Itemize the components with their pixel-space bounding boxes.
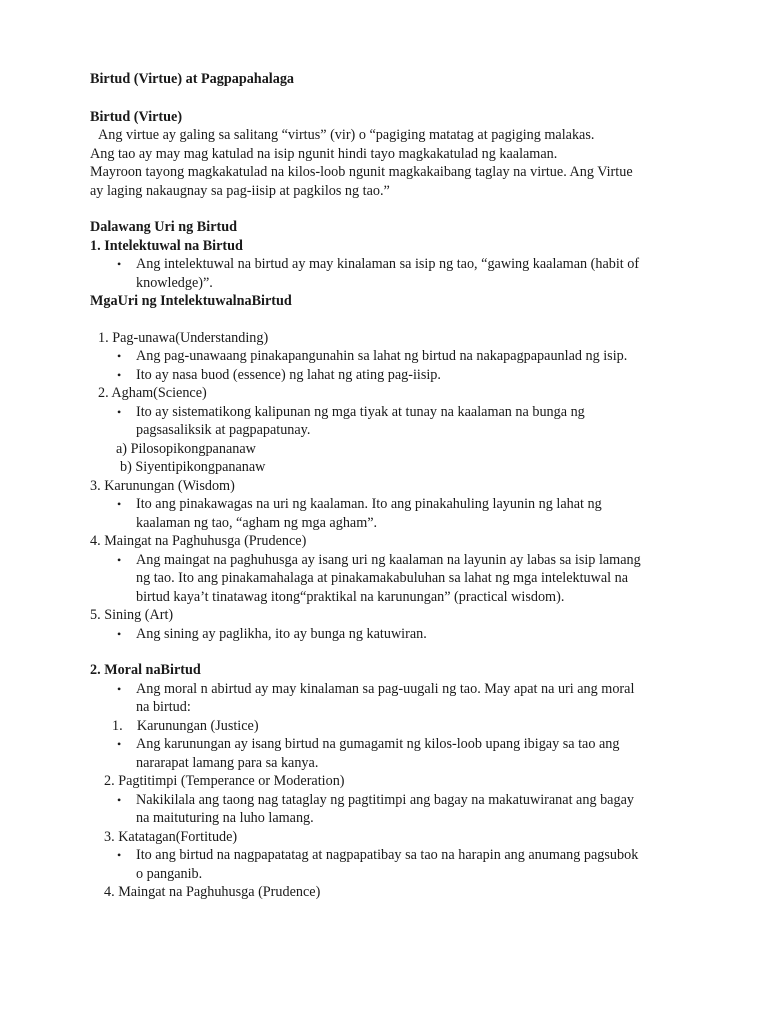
wisdom-bullets — [90, 495, 680, 532]
temperance-bullets — [90, 791, 680, 828]
list-item — [90, 403, 680, 440]
moral-fortitude-label: 3. Katatagan(Fortitude) — [104, 828, 238, 845]
virtue-line-1: Ang virtue ay galing sa salitang “virtus” (vir) o “pagiging matatag at pagiging malakas. — [98, 127, 595, 143]
bullet-icon: • — [117, 737, 122, 751]
bullet-icon: • — [117, 257, 122, 271]
art-bullets — [90, 625, 680, 644]
bullet-icon: • — [117, 626, 122, 641]
virtue-line-3: Mayroon tayong magkakatulad na kilos-loob ngunit magkakaibang taglay na virtue. Ang Virtue — [90, 164, 633, 180]
list-item — [90, 846, 680, 883]
bullet-icon: • — [117, 792, 122, 807]
virtue-line-2: Ang tao ay may mag katulad na isip ngunit hindi tayo magkakatulad ng kaalaman. — [90, 145, 558, 162]
document-page — [90, 70, 680, 902]
bullet-text-line: Ang pag-unawaang pinakapangunahin sa lahat ng birtud na nakapagpapaunlad ng isip. — [136, 348, 628, 364]
bullet-text-line: knowledge)”. — [136, 274, 213, 291]
item-science-label: 2. Agham(Science) — [98, 385, 207, 401]
list-item — [90, 791, 680, 828]
bullet-text-line: ng tao. Ito ang pinakamahalaga at pinakamakabuluhan sa lahat ng mga intelektuwal na — [136, 570, 629, 586]
bullet-text-line: Ang sining ay paglikha, ito ay bunga ng katuwiran. — [136, 625, 427, 642]
item-art-label: 5. Sining (Art) — [90, 607, 174, 623]
science-sub-a: a) Pilosopikongpananaw — [116, 440, 256, 457]
list-item — [90, 551, 680, 607]
item-understanding-label: 1. Pag-unawa(Understanding) — [98, 329, 269, 346]
list-item — [90, 680, 680, 717]
list-item — [90, 625, 680, 644]
understanding-bullets — [90, 347, 680, 384]
science-sub-b: b) Siyentipikongpananaw — [120, 459, 266, 475]
bullet-text-line: Ito ay sistematikong kalipunan ng mga tiyak at tunay na kaalaman na bunga ng — [136, 403, 585, 420]
two-types-heading: Dalawang Uri ng Birtud — [90, 219, 238, 235]
intellectual-bullet-list — [90, 255, 680, 292]
bullet-text-line: o panganib. — [136, 865, 203, 882]
moral-justice-label: 1. Karunungan (Justice) — [112, 717, 259, 734]
bullet-text-line: Ito ang birtud na nagpapatatag at nagpapatibay sa tao na harapin ang anumang pagsubok — [136, 847, 639, 863]
bullet-text-line: Nakikilala ang taong nag tataglay ng pagtitimpi ang bagay na makatuwiranat ang bagay — [136, 791, 634, 808]
list-item — [90, 735, 680, 772]
moral-prudence-label: 4. Maingat na Paghuhusga (Prudence) — [104, 884, 321, 900]
bullet-icon: • — [117, 681, 122, 696]
document-title: Birtud (Virtue) at Pagpapahalaga — [90, 71, 295, 87]
list-item — [90, 347, 680, 366]
bullet-icon: • — [117, 404, 122, 419]
item-wisdom-label: 3. Karunungan (Wisdom) — [90, 477, 235, 494]
bullet-text-line: Ito ang pinakawagas na uri ng kaalaman. Ito ang pinakahuling layunin ng lahat ng — [136, 496, 602, 512]
bullet-text-line: pagsasaliksik at pagpapatunay. — [136, 422, 311, 438]
item-prudence-label: 4. Maingat na Paghuhusga (Prudence) — [90, 533, 307, 549]
bullet-text-line: Ang karunungan ay isang birtud na gumagamit ng kilos-loob upang ibigay sa tao ang — [136, 736, 620, 752]
justice-bullets — [90, 735, 680, 772]
bullet-icon: • — [117, 848, 122, 862]
bullet-text-line: kaalaman ng tao, “agham ng mga agham”. — [136, 514, 378, 531]
bullet-icon: • — [117, 349, 122, 363]
bullet-text-line: Ang intelektuwal na birtud ay may kinalaman sa isip ng tao, “gawing kaalaman (habit of — [136, 256, 640, 272]
bullet-icon: • — [117, 497, 122, 511]
list-item — [90, 366, 680, 385]
list-item — [90, 495, 680, 532]
virtue-line-4: ay laging nakaugnay sa pag-iisip at pagkilos ng tao.” — [90, 182, 390, 199]
prudence-bullets — [90, 551, 680, 607]
fortitude-bullets — [90, 846, 680, 883]
bullet-text-line: Ang moral n abirtud ay may kinalaman sa pag-uugali ng tao. May apat na uri ang moral — [136, 680, 635, 697]
list-item — [90, 255, 680, 292]
bullet-text-line: Ito ay nasa buod (essence) ng lahat ng ating pag-iisip. — [136, 366, 441, 383]
moral-temperance-label: 2. Pagtitimpi (Temperance or Moderation) — [104, 773, 345, 789]
bullet-text-line: Ang maingat na paghuhusga ay isang uri ng kaalaman na layunin ay labas sa isip lamang — [136, 551, 641, 568]
bullet-text-line: birtud kaya’t tinatawag itong“praktikal na karunungan” (practical wisdom). — [136, 588, 565, 605]
bullet-text-line: nararapat lamang para sa kanya. — [136, 754, 319, 771]
bullet-text-line: na birtud: — [136, 699, 191, 715]
moral-intro-bullets — [90, 680, 680, 717]
intellectual-heading: 1. Intelektuwal na Birtud — [90, 237, 243, 254]
bullet-icon: • — [117, 552, 122, 567]
intellectual-types-heading: MgaUri ng IntelektuwalnaBirtud — [90, 293, 292, 309]
science-bullets — [90, 403, 680, 440]
virtue-heading: Birtud (Virtue) — [90, 108, 183, 125]
bullet-text-line: na maituturing na luho lamang. — [136, 810, 314, 826]
moral-heading: 2. Moral naBirtud — [90, 662, 201, 678]
bullet-icon: • — [117, 367, 122, 382]
